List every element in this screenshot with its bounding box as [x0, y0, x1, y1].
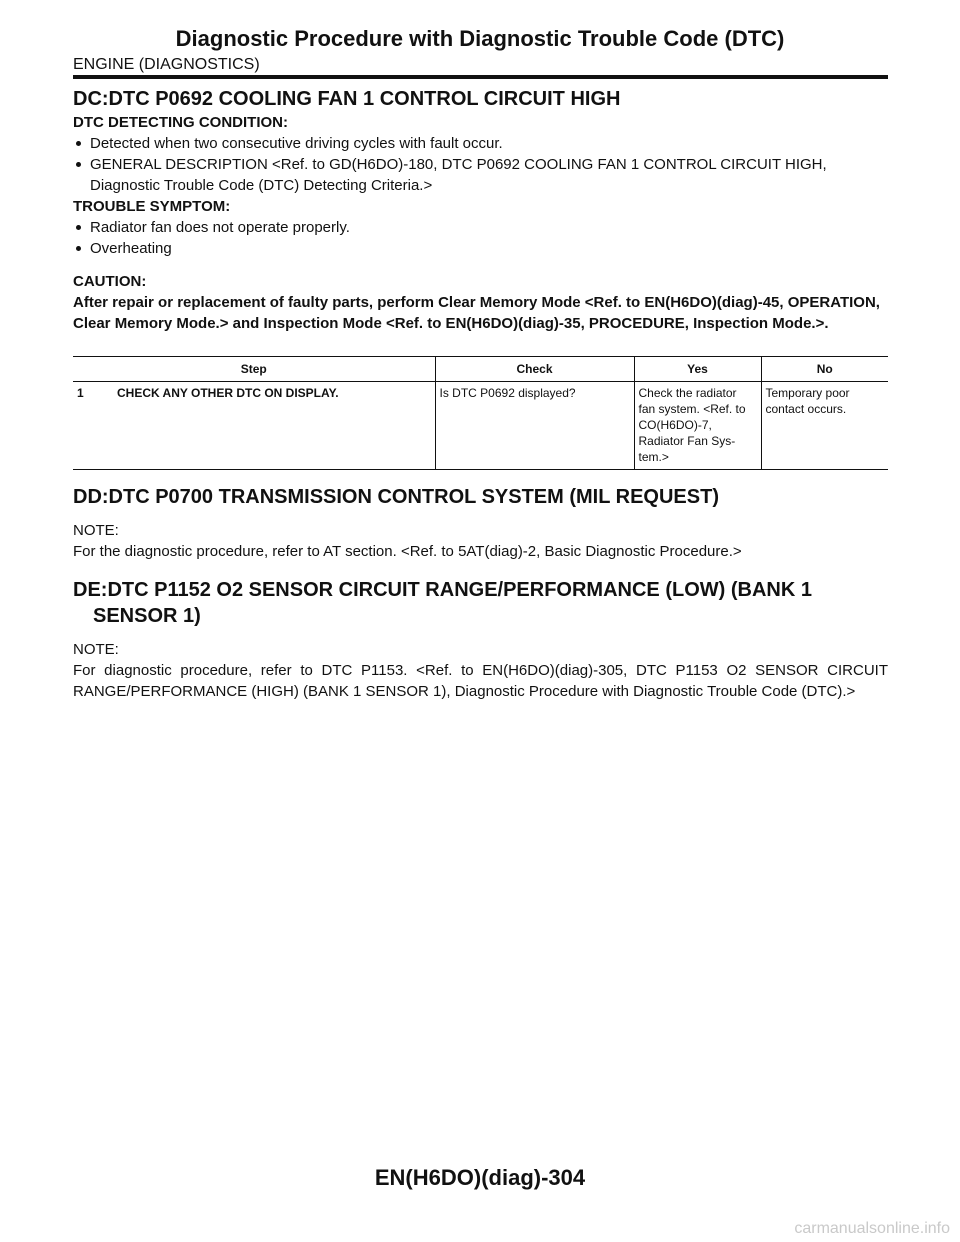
caution-label: CAUTION: — [73, 273, 147, 290]
yes-cell: Check the radiator fan system. <Ref. to CO(H6DO)-7, Radiator Fan Sys-tem.> — [634, 382, 761, 470]
note-label: NOTE: — [73, 522, 119, 539]
check-cell: Is DTC P0692 displayed? — [435, 382, 634, 470]
column-header-step: Step — [73, 357, 435, 382]
step-cell — [73, 382, 435, 470]
column-header-no: No — [761, 357, 888, 382]
heading-dc: DC:DTC P0692 COOLING FAN 1 CONTROL CIRCUIT HIGH — [73, 88, 621, 110]
caution-text: After repair or replacement of faulty parts, perform Clear Memory Mode <Ref. to EN(H6DO)(diag)-45, OPERATION, Clear Memory Mode.> and Inspection Mode <Ref. to EN(H6DO)(diag)-35, PROCEDURE, Inspection Mode.>. — [73, 294, 880, 332]
page-title: Diagnostic Procedure with Diagnostic Trouble Code (DTC) — [175, 26, 785, 51]
section-label: ENGINE (DIAGNOSTICS) — [73, 56, 260, 73]
watermark: carmanualsonline.info — [794, 1220, 950, 1237]
note-text: For the diagnostic procedure, refer to AT section. <Ref. to 5AT(diag)-2, Basic Diagnostic Procedure.> — [73, 543, 742, 560]
detecting-condition-list — [73, 133, 888, 196]
table-row — [73, 382, 888, 470]
trouble-symptom-label: TROUBLE SYMPTOM: — [73, 198, 231, 215]
page-number: EN(H6DO)(diag)-304 — [374, 1165, 586, 1190]
diagnostic-step-table — [73, 356, 888, 470]
note-text: For diagnostic procedure, refer to DTC P1153. <Ref. to EN(H6DO)(diag)-305, DTC P1153 O2 SENSOR CIRCUIT RANGE/PERFORMANCE (HIGH) (BANK 1 SENSOR 1), Diagnostic Procedure with Diagnostic Trouble Code (DTC).> — [73, 662, 888, 700]
column-header-yes: Yes — [634, 357, 761, 382]
header-divider — [73, 75, 888, 79]
column-header-check: Check — [435, 357, 634, 382]
list-item: Detected when two consecutive driving cycles with fault occur. — [73, 133, 888, 154]
note-label: NOTE: — [73, 641, 119, 658]
document-body — [73, 86, 888, 702]
step-title: CHECK ANY OTHER DTC ON DISPLAY. — [117, 386, 339, 400]
no-cell: Temporary poor contact occurs. — [761, 382, 888, 470]
detecting-condition-label: DTC DETECTING CONDITION: — [73, 114, 288, 131]
list-item: Overheating — [73, 238, 888, 259]
step-number: 1 — [77, 386, 84, 400]
list-item: GENERAL DESCRIPTION <Ref. to GD(H6DO)-180, DTC P0692 COOLING FAN 1 CONTROL CIRCUIT HIGH, Diagnostic Trouble Code (DTC) Detecting Criteria.> — [73, 154, 888, 196]
heading-dd: DD:DTC P0700 TRANSMISSION CONTROL SYSTEM (MIL REQUEST) — [73, 486, 719, 508]
trouble-symptom-list — [73, 217, 888, 259]
heading-de: DE:DTC P1152 O2 SENSOR CIRCUIT RANGE/PERFORMANCE (LOW) (BANK 1 SENSOR 1) — [73, 579, 812, 627]
list-item: Radiator fan does not operate properly. — [73, 217, 888, 238]
table-header-row — [73, 357, 888, 382]
